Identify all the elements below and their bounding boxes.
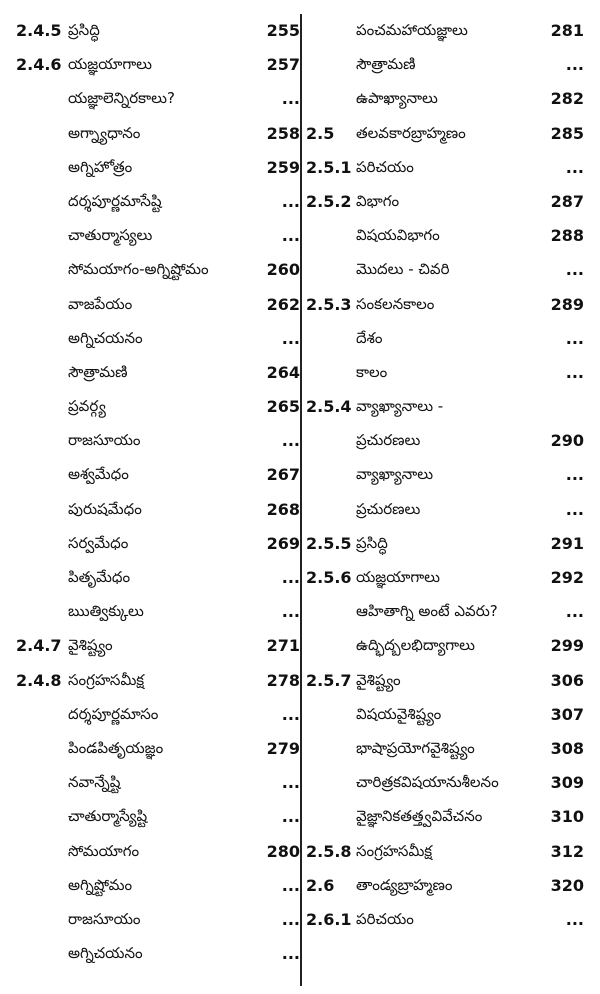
entry-title: భాషాప్రయోగవైశిష్ట్యం	[356, 738, 475, 757]
toc-entry	[306, 189, 590, 223]
page-number: ...	[281, 875, 300, 895]
toc-entry	[16, 292, 300, 326]
toc-entry	[306, 86, 590, 120]
page-number: ...	[281, 944, 300, 964]
page-number: 265	[266, 397, 300, 417]
page-number: 308	[550, 738, 584, 758]
page-number: ...	[565, 465, 584, 485]
entry-title: ఋత్విక్కులు	[68, 602, 144, 621]
entry-title: సౌత్రామణి	[68, 362, 128, 381]
toc-entry	[306, 428, 590, 462]
toc-entry	[16, 531, 300, 565]
entry-title: చారిత్రకవిషయానుశీలనం	[356, 773, 499, 792]
entry-title: పురుషమేధం	[68, 499, 142, 518]
section-number: 2.6	[306, 875, 335, 895]
toc-entry	[16, 839, 300, 873]
page-number: ...	[281, 226, 300, 246]
toc-entry	[306, 52, 590, 86]
entry-title: వైజ్ఞానికతత్త్వవివేచనం	[356, 807, 483, 826]
entry-title: అశ్వమేధం	[68, 465, 129, 484]
page-number: 282	[550, 89, 584, 109]
section-number: 2.5	[306, 123, 335, 143]
toc-entry	[16, 736, 300, 770]
toc-entry	[306, 531, 590, 565]
entry-title: ప్రసిద్ధి	[356, 533, 388, 552]
page-number: 264	[266, 362, 300, 382]
entry-title: విషయవైశిష్ట్యం	[356, 704, 442, 723]
entry-title: ఉపాఖ్యానాలు	[356, 89, 438, 108]
toc-entry	[16, 804, 300, 838]
entry-title: మొదలు - చివరి	[356, 260, 450, 279]
toc-entry	[16, 462, 300, 496]
section-number: 2.5.2	[306, 191, 352, 211]
entry-title: సంగ్రహసమీక్ష	[356, 841, 433, 860]
page-number: 312	[550, 841, 584, 861]
page-number: ...	[565, 499, 584, 519]
page-number: 262	[266, 294, 300, 314]
page-number: ...	[565, 909, 584, 929]
entry-title: యజ్ఞాలెన్నిరకాలు?	[68, 89, 175, 108]
page-number: ...	[565, 362, 584, 382]
toc-entry	[306, 462, 590, 496]
entry-title: ప్రవర్గ్య	[68, 397, 106, 416]
page-number: ...	[281, 89, 300, 109]
toc-entry	[306, 18, 590, 52]
toc-entry	[16, 565, 300, 599]
page-number: 285	[550, 123, 584, 143]
page-number: 257	[266, 55, 300, 75]
page-number: 259	[266, 157, 300, 177]
page-number: ...	[281, 773, 300, 793]
toc-entry	[16, 326, 300, 360]
entry-title: ప్రచురణలు	[356, 431, 421, 450]
toc-left-column	[16, 18, 300, 975]
toc-entry	[306, 804, 590, 838]
toc-entry	[306, 292, 590, 326]
toc-entry	[16, 770, 300, 804]
entry-title: చాతుర్మాస్యేష్టి	[68, 807, 148, 826]
entry-title: సర్వమేధం	[68, 533, 129, 552]
page-number: 310	[550, 807, 584, 827]
page-number: ...	[281, 191, 300, 211]
page-number: 260	[266, 260, 300, 280]
page-number: ...	[565, 260, 584, 280]
page-number: 292	[550, 568, 584, 587]
toc-right-column	[306, 18, 590, 941]
toc-entry	[16, 86, 300, 120]
page-number: ...	[565, 157, 584, 177]
entry-title: తాండ్యబ్రాహ్మణం	[356, 875, 453, 894]
toc-entry	[16, 907, 300, 941]
page-number: 290	[550, 431, 584, 451]
section-number: 2.5.4	[306, 397, 352, 417]
entry-title: అగ్నిచయనం	[68, 944, 143, 963]
toc-entry	[306, 873, 590, 907]
section-number: 2.4.8	[16, 670, 62, 690]
toc-entry	[306, 599, 590, 633]
toc-entry	[16, 257, 300, 291]
page-number: 306	[550, 670, 584, 690]
entry-title: ప్రసిద్ధి	[68, 21, 100, 39]
toc-entry	[306, 668, 590, 702]
entry-title: కాలం	[356, 362, 388, 381]
entry-title: దర్శపూర్ణమాసేష్టి	[68, 191, 162, 210]
toc-entry	[16, 873, 300, 907]
toc-entry	[306, 770, 590, 804]
entry-title: ఆహితాగ్ని అంటే ఎవరు?	[356, 602, 498, 621]
toc-entry	[16, 599, 300, 633]
page-number: 299	[550, 636, 584, 656]
toc-entry	[306, 702, 590, 736]
section-number: 2.5.6	[306, 568, 352, 587]
toc-entry	[306, 497, 590, 531]
toc-entry	[16, 121, 300, 155]
toc-entry	[306, 907, 590, 941]
entry-title: ఉద్భిద్బలభిద్యాగాలు	[356, 636, 475, 655]
page-number: ...	[281, 568, 300, 587]
toc-entry	[16, 394, 300, 428]
toc-entry	[16, 155, 300, 189]
page-number: 268	[266, 499, 300, 519]
entry-title: దేశం	[356, 328, 383, 347]
entry-title: అగ్న్యాధానం	[68, 123, 141, 142]
toc-entry	[16, 18, 300, 52]
toc-entry	[306, 839, 590, 873]
entry-title: విభాగం	[356, 191, 400, 210]
page-number: 267	[266, 465, 300, 485]
entry-title: పరిచయం	[356, 157, 414, 176]
section-number: 2.5.8	[306, 841, 352, 861]
page-number: ...	[281, 328, 300, 348]
section-number: 2.5.5	[306, 533, 352, 553]
toc-entry	[16, 360, 300, 394]
entry-title: సోమయాగం	[68, 841, 140, 860]
section-number: 2.4.6	[16, 55, 62, 75]
entry-title: పిండపితృయజ్ఞం	[68, 738, 164, 757]
toc-entry	[306, 360, 590, 394]
entry-title: తలవకారబ్రాహ్మణం	[356, 123, 466, 142]
entry-title: చాతుర్మాస్యలు	[68, 226, 153, 245]
section-number: 2.5.1	[306, 157, 352, 177]
page-number: ...	[565, 55, 584, 75]
toc-entry	[16, 702, 300, 736]
entry-title: అగ్నిచయనం	[68, 328, 143, 347]
entry-title: సంగ్రహసమీక్ష	[68, 670, 145, 689]
page-number: 309	[550, 773, 584, 793]
entry-title: సోమయాగం-అగ్నిష్టోమం	[68, 260, 209, 279]
toc-entry	[306, 223, 590, 257]
entry-title: వైశిష్ట్యం	[356, 670, 401, 689]
section-number: 2.4.7	[16, 636, 62, 656]
column-divider	[300, 14, 302, 986]
page-number: ...	[565, 328, 584, 348]
toc-entry	[306, 736, 590, 770]
page-number: ...	[565, 602, 584, 622]
entry-title: పంచమహాయజ్ఞాలు	[356, 21, 468, 39]
page-number: 279	[266, 738, 300, 758]
entry-title: నవాన్నేష్టి	[68, 773, 121, 792]
toc-entry	[306, 394, 590, 428]
toc-entry	[16, 189, 300, 223]
page-number: ...	[281, 704, 300, 724]
entry-title: విషయవిభాగం	[356, 226, 440, 245]
entry-title: యజ్ఞయాగాలు	[68, 55, 153, 74]
page-number: 288	[550, 226, 584, 246]
page-number: ...	[281, 909, 300, 929]
entry-title: సంకలనకాలం	[356, 294, 435, 313]
toc-entry	[306, 326, 590, 360]
page-number: ...	[281, 602, 300, 622]
toc-entry	[306, 633, 590, 667]
page-number: ...	[281, 807, 300, 827]
toc-entry	[306, 257, 590, 291]
entry-title: పరిచయం	[356, 909, 414, 928]
toc-entry	[16, 941, 300, 975]
section-number: 2.6.1	[306, 909, 352, 929]
entry-title: పితృమేధం	[68, 568, 131, 586]
entry-title: యజ్ఞయాగాలు	[356, 568, 441, 586]
toc-entry	[306, 121, 590, 155]
page-number: 289	[550, 294, 584, 314]
entry-title: వ్యాఖ్యానాలు -	[356, 397, 444, 416]
entry-title: రాజసూయం	[68, 909, 141, 928]
page-number: 271	[266, 636, 300, 656]
entry-title: వైశిష్ట్యం	[68, 636, 113, 655]
page-number: 287	[550, 191, 584, 211]
page-number: 258	[266, 123, 300, 143]
toc-entry	[306, 565, 590, 599]
page-number: 280	[266, 841, 300, 861]
page-number: 278	[266, 670, 300, 690]
section-number: 2.4.5	[16, 21, 62, 40]
toc-entry	[16, 633, 300, 667]
page-number: 281	[550, 21, 584, 40]
entry-title: దర్శపూర్ణమాసం	[68, 704, 159, 723]
page-number: 255	[266, 21, 300, 40]
entry-title: ప్రచురణలు	[356, 499, 421, 518]
page-number: ...	[281, 431, 300, 451]
page-number: 320	[550, 875, 584, 895]
entry-title: అగ్నిష్టోమం	[68, 875, 133, 894]
toc-entry	[306, 155, 590, 189]
toc-entry	[16, 428, 300, 462]
section-number: 2.5.7	[306, 670, 352, 690]
toc-entry	[16, 668, 300, 702]
entry-title: వాజపేయం	[68, 294, 133, 313]
toc-entry	[16, 497, 300, 531]
page-number: 291	[550, 533, 584, 553]
page-number: 269	[266, 533, 300, 553]
entry-title: సౌత్రామణి	[356, 55, 416, 74]
entry-title: వ్యాఖ్యానాలు	[356, 465, 434, 484]
toc-entry	[16, 52, 300, 86]
page-number: 307	[550, 704, 584, 724]
entry-title: అగ్నిహోత్రం	[68, 157, 133, 176]
section-number: 2.5.3	[306, 294, 352, 314]
toc-entry	[16, 223, 300, 257]
entry-title: రాజసూయం	[68, 431, 141, 450]
